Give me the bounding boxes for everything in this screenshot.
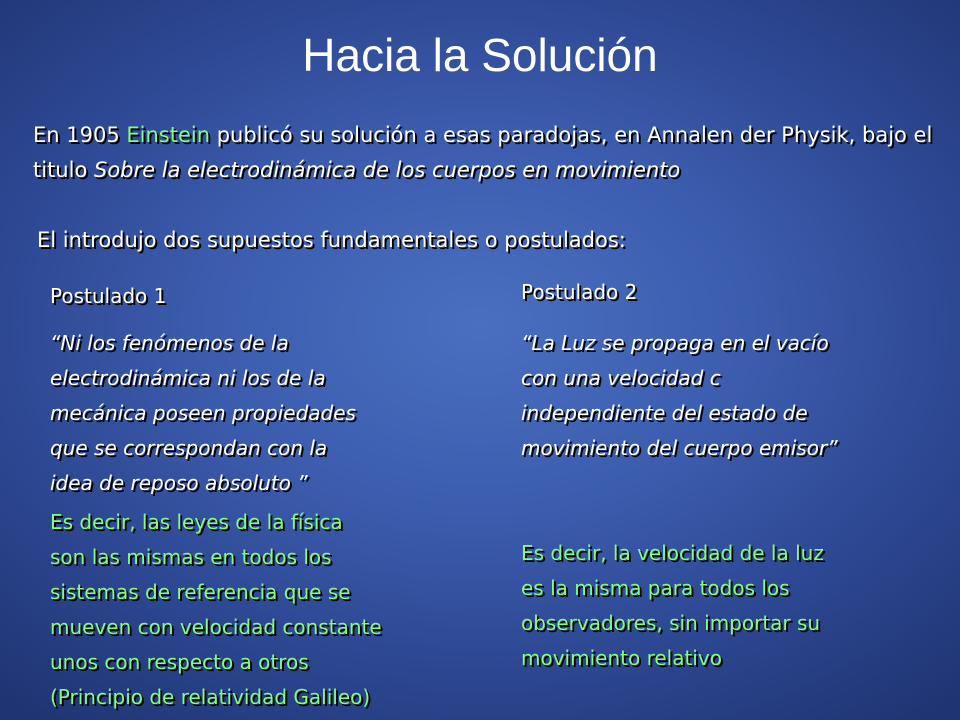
einstein-name: Einstein [126,123,211,147]
postulate2-explanation-line: observadores, sin importar su [521,611,821,635]
postulate2-quote-line: con una velocidad c [521,366,721,390]
postulate1-explanation-line: unos con respecto a otros [50,650,309,674]
postulate1-quote-line: mecánica poseen propiedades [50,401,356,425]
postulate2-explanation [521,536,824,676]
postulate1-explanation-line: son las mismas en todos los [50,545,332,569]
postulate2-explanation-line: Es decir, la velocidad de la luz [521,541,824,565]
postulates-intro: El introdujo dos supuestos fundamentales o postulados: [37,228,626,252]
postulate1-quote-line: idea de reposo absoluto ” [50,471,308,495]
postulate1-quote-line: que se correspondan con la [50,436,328,460]
paper-title: Sobre la electrodinámica de los cuerpos en movimiento [93,158,681,182]
postulate1-heading: Postulado 1 [50,284,167,308]
postulate1-quote [50,326,356,501]
postulate2-quote-line: independiente del estado de [521,401,808,425]
postulate1-explanation-line: mueven con velocidad constante [50,615,382,639]
intro-text-middle: publicó su solución a esas paradojas, en Annalen der Physik, bajo el titulo [33,123,933,182]
postulate2-explanation-line: es la misma para todos los [521,576,790,600]
postulate2-quote [521,326,838,466]
postulate2-explanation-line: movimiento relativo [521,646,722,670]
postulate1-quote-line: electrodinámica ni los de la [50,366,326,390]
postulate1-explanation-line: (Principio de relatividad Galileo) [50,685,371,709]
intro-paragraph [33,118,933,188]
postulate1-explanation [50,505,382,715]
postulate1-explanation-line: sistemas de referencia que se [50,580,351,604]
slide-title: Hacia la Solución [302,29,658,81]
postulate1-quote-line: “Ni los fenómenos de la [50,331,289,355]
intro-text-start: En 1905 [33,123,127,147]
postulate1-explanation-line: Es decir, las leyes de la física [50,510,343,534]
postulate2-quote-line: “La Luz se propaga en el vacío [521,331,829,355]
postulate2-quote-line: movimiento del cuerpo emisor” [521,436,838,460]
postulate2-heading: Postulado 2 [521,280,638,304]
